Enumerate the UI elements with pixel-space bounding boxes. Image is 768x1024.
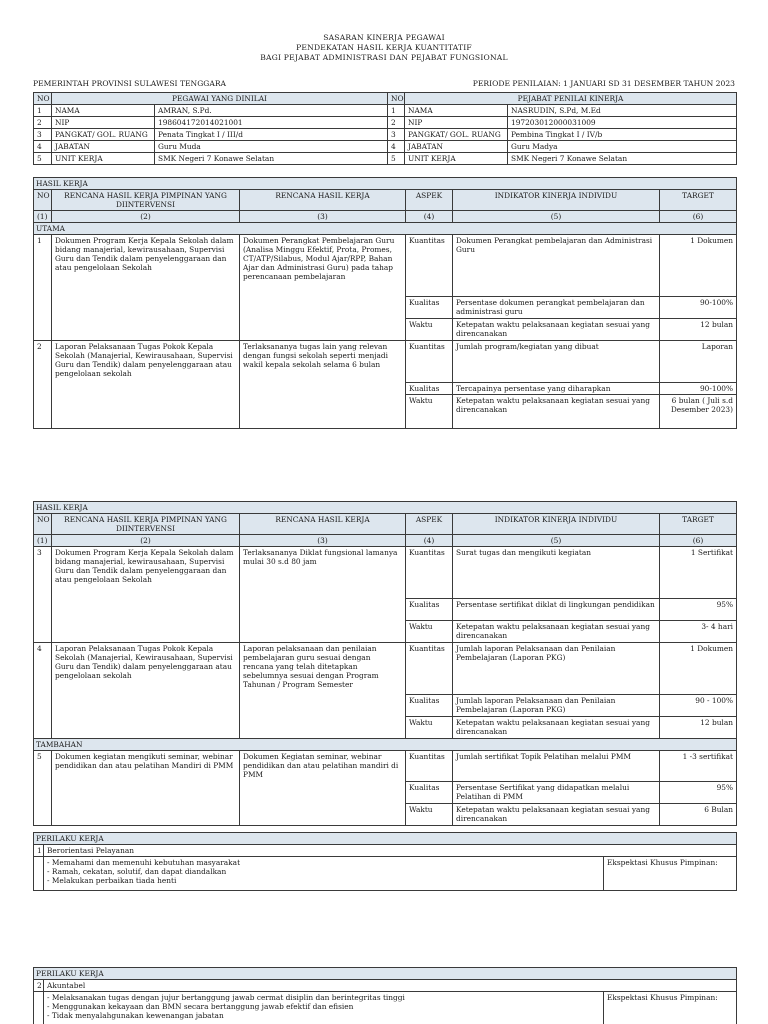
target-cell: 90-100% (660, 383, 737, 395)
hasil-kerja-table-1 (33, 177, 737, 429)
iki-cell: Tercapainya persentase yang diharapkan (453, 383, 660, 395)
col-iki-header: INDIKATOR KINERJA INDIVIDU (453, 190, 660, 211)
assessor-name: NASRUDIN, S.Pd, M.Ed (508, 105, 737, 117)
perilaku-body-row (34, 857, 737, 891)
perilaku-title: Akuntabel (44, 980, 737, 992)
perilaku-title-row (34, 845, 737, 857)
field-label: NIP (405, 117, 508, 129)
employee-nip: 198604172014021001 (155, 117, 388, 129)
table-row (34, 235, 737, 297)
row-no: 1 (388, 105, 405, 117)
iki-cell: Ketepatan waktu pelaksanaan kegiatan sesuai yang direncanakan (453, 319, 660, 341)
iki-cell: Ketepatan waktu pelaksanaan kegiatan sesuai yang direncanakan (453, 621, 660, 643)
target-cell: 6 Bulan (660, 804, 737, 826)
perilaku-no: 1 (34, 845, 44, 857)
col-target-header: TARGET (660, 514, 737, 535)
field-label: UNIT KERJA (405, 153, 508, 165)
aspek-cell: Kualitas (406, 695, 453, 717)
item-no: 4 (34, 643, 52, 739)
col-rhk-header: RENCANA HASIL KERJA (240, 190, 406, 211)
field-label: PANGKAT/ GOL. RUANG (52, 129, 155, 141)
col-number: (3) (240, 211, 406, 223)
row-no: 5 (34, 153, 52, 165)
rhk-pimpinan-cell: Dokumen Program Kerja Kepala Sekolah dalam bidang manajerial, kewirausahaan, Supervisi Guru dan Tendik dalam penyelenggaraan dan atau pengelolaan Sekolah (52, 235, 240, 341)
aspek-cell: Kualitas (406, 782, 453, 804)
col-rhk-header: RENCANA HASIL KERJA (240, 514, 406, 535)
list-item: - Ramah, cekatan, solutif, dan dapat diandalkan (47, 867, 600, 876)
target-cell: 12 bulan (660, 717, 737, 739)
ekspektasi-label: Ekspektasi Khusus Pimpinan: (604, 857, 737, 891)
perilaku-title: Berorientasi Pelayanan (44, 845, 737, 857)
col-number: (6) (660, 535, 737, 547)
row-no: 5 (388, 153, 405, 165)
col-number: (5) (453, 535, 660, 547)
employee-rank: Penata Tingkat I / III/d (155, 129, 388, 141)
rhk-pimpinan-cell: Dokumen kegiatan mengikuti seminar, webinar pendidikan dan atau pelatihan Mandiri di PMM (52, 751, 240, 826)
rhk-pimpinan-cell: Dokumen Program Kerja Kepala Sekolah dalam bidang manajerial, kewirausahaan, Supervisi Guru dan Tendik dalam penyelenggaraan dan atau pengelolaan Sekolah (52, 547, 240, 643)
employee-name: AMRAN, S.Pd. (155, 105, 388, 117)
table-row (34, 751, 737, 782)
field-label: JABATAN (52, 141, 155, 153)
employee-unit: SMK Negeri 7 Konawe Selatan (155, 153, 388, 165)
hasil-kerja-header-row (34, 190, 737, 211)
identity-row (34, 129, 737, 141)
agency-name: PEMERINTAH PROVINSI SULAWESI TENGGARA (33, 79, 227, 88)
hasil-kerja-header-row (34, 514, 737, 535)
rhk-cell: Dokumen Perangkat Pembelajaran Guru (Analisa Minggu Efektif, Prota, Promes, CT/ATP/Silabus, Modul Ajar/RPP, Bahan Ajar dan Administrasi Guru) pada tahap perencanaan pembelajaran (240, 235, 406, 341)
perilaku-bullets (44, 857, 604, 891)
iki-cell: Jumlah sertifikat Topik Pelatihan melalui PMM (453, 751, 660, 782)
aspek-cell: Waktu (406, 621, 453, 643)
assessor-nip: 197203012000031009 (508, 117, 737, 129)
target-cell: 95% (660, 782, 737, 804)
iki-cell: Persentase dokumen perangkat pembelajaran dan administrasi guru (453, 297, 660, 319)
iki-cell: Ketepatan waktu pelaksanaan kegiatan sesuai yang direncanakan (453, 717, 660, 739)
row-no: 3 (34, 129, 52, 141)
assessment-period: PERIODE PENILAIAN: 1 JANUARI SD 31 DESEMBER TAHUN 2023 (472, 79, 735, 88)
col-number: (1) (34, 211, 52, 223)
table-row (34, 341, 737, 383)
iki-cell: Ketepatan waktu pelaksanaan kegiatan sesuai yang direncanakan (453, 395, 660, 429)
iki-cell: Ketepatan waktu pelaksanaan kegiatan sesuai yang direncanakan (453, 804, 660, 826)
employee-position: Guru Muda (155, 141, 388, 153)
perilaku-title-row (34, 980, 737, 992)
identity-row (34, 153, 737, 165)
col-number: (3) (240, 535, 406, 547)
field-label: PANGKAT/ GOL. RUANG (405, 129, 508, 141)
no-header: NO (34, 93, 52, 105)
aspek-cell: Waktu (406, 395, 453, 429)
rhk-pimpinan-cell: Laporan Pelaksanaan Tugas Pokok Kepala Sekolah (Manajerial, Kewirausahaan, Supervisi Guru dan Tendik) dalam penyelenggaraan atau pengelolaan sekolah (52, 643, 240, 739)
target-cell: 90-100% (660, 297, 737, 319)
iki-cell: Jumlah laporan Pelaksanaan dan Penilaian Pembelajaran (Laporan PKG) (453, 643, 660, 695)
row-no: 4 (388, 141, 405, 153)
col-rhk-pimpinan-header: RENCANA HASIL KERJA PIMPINAN YANG DIINTERVENSI (52, 514, 240, 535)
utama-label: UTAMA (34, 223, 737, 235)
field-label: NIP (52, 117, 155, 129)
item-no: 1 (34, 235, 52, 341)
col-number: (5) (453, 211, 660, 223)
target-cell: 12 bulan (660, 319, 737, 341)
rhk-cell: Terlaksananya Diklat fungsional lamanya mulai 30 s.d 80 jam (240, 547, 406, 643)
target-cell: 1 Dokumen (660, 643, 737, 695)
perilaku-section-title: PERILAKU KERJA (34, 968, 737, 980)
col-rhk-pimpinan-header: RENCANA HASIL KERJA PIMPINAN YANG DIINTERVENSI (52, 190, 240, 211)
aspek-cell: Kuantitas (406, 547, 453, 599)
perilaku-kerja-table-2 (33, 967, 737, 1024)
hasil-kerja-section-title: HASIL KERJA (34, 178, 737, 190)
item-no: 5 (34, 751, 52, 826)
target-cell: 95% (660, 599, 737, 621)
target-cell: 1 -3 sertifikat (660, 751, 737, 782)
skp-table-main (33, 92, 737, 165)
identity-header-row (34, 93, 737, 105)
iki-cell: Jumlah laporan Pelaksanaan dan Penilaian Pembelajaran (Laporan PKG) (453, 695, 660, 717)
aspek-cell: Waktu (406, 717, 453, 739)
ekspektasi-label: Ekspektasi Khusus Pimpinan: (604, 992, 737, 1024)
row-no: 2 (34, 117, 52, 129)
perilaku-kerja-table-1 (33, 832, 737, 891)
assessor-rank: Pembina Tingkat I / IV/b (508, 129, 737, 141)
iki-cell: Persentase sertifikat diklat di lingkungan pendidikan (453, 599, 660, 621)
col-aspek-header: ASPEK (406, 514, 453, 535)
list-item: - Menggunakan kekayaan dan BMN secara bertanggung jawab efektif dan efisien (47, 1002, 600, 1011)
identity-row (34, 117, 737, 129)
table-row (34, 547, 737, 599)
aspek-cell: Kualitas (406, 297, 453, 319)
list-item: - Memahami dan memenuhi kebutuhan masyarakat (47, 858, 600, 867)
rhk-cell: Dokumen Kegiatan seminar, webinar pendidikan dan atau pelatihan mandiri di PMM (240, 751, 406, 826)
aspek-cell: Waktu (406, 319, 453, 341)
col-no-header: NO (34, 514, 52, 535)
aspek-cell: Kuantitas (406, 341, 453, 383)
target-cell: 3- 4 hari (660, 621, 737, 643)
rated-employee-header: PEGAWAI YANG DINILAI (52, 93, 388, 105)
aspek-cell: Kualitas (406, 383, 453, 395)
col-number: (4) (406, 535, 453, 547)
rhk-pimpinan-cell: Laporan Pelaksanaan Tugas Pokok Kepala Sekolah (Manajerial, Kewirausahaan, Supervisi Guru dan Tendik) dalam penyelenggaraan atau pengelolaan sekolah (52, 341, 240, 429)
identity-row (34, 141, 737, 153)
perilaku-bullets (44, 992, 604, 1024)
assessor-unit: SMK Negeri 7 Konawe Selatan (508, 153, 737, 165)
field-label: UNIT KERJA (52, 153, 155, 165)
col-number: (1) (34, 535, 52, 547)
target-cell: 90 - 100% (660, 695, 737, 717)
col-number: (6) (660, 211, 737, 223)
assessor-header: PEJABAT PENILAI KINERJA (405, 93, 737, 105)
field-label: NAMA (405, 105, 508, 117)
target-cell: 1 Dokumen (660, 235, 737, 297)
no-header: NO (388, 93, 405, 105)
target-cell: 1 Sertifikat (660, 547, 737, 599)
target-cell: 6 bulan ( Juli s.d Desember 2023) (660, 395, 737, 429)
iki-cell: Surat tugas dan mengikuti kegiatan (453, 547, 660, 599)
iki-cell: Dokumen Perangkat pembelajaran dan Administrasi Guru (453, 235, 660, 297)
list-item: - Tidak menyalahgunakan kewenangan jabatan (47, 1011, 600, 1020)
perilaku-body-row (34, 992, 737, 1024)
hasil-kerja-section-title: HASIL KERJA (34, 502, 737, 514)
aspek-cell: Kuantitas (406, 643, 453, 695)
iki-cell: Persentase Sertifikat yang didapatkan melalui Pelatihan di PMM (453, 782, 660, 804)
aspek-cell: Waktu (406, 804, 453, 826)
rhk-cell: Laporan pelaksanaan dan penilaian pembelajaran guru sesuai dengan rencana yang telah ditetapkan sebelumnya sesuai dengan Program Tahunan / Program Semester (240, 643, 406, 739)
aspek-cell: Kuantitas (406, 751, 453, 782)
col-number: (4) (406, 211, 453, 223)
row-no: 1 (34, 105, 52, 117)
item-no: 3 (34, 547, 52, 643)
assessor-position: Guru Madya (508, 141, 737, 153)
field-label: NAMA (52, 105, 155, 117)
perilaku-no: 2 (34, 980, 44, 992)
table-row (34, 643, 737, 695)
row-no: 2 (388, 117, 405, 129)
col-target-header: TARGET (660, 190, 737, 211)
tambahan-label: TAMBAHAN (34, 739, 737, 751)
hasil-kerja-table-2 (33, 501, 737, 826)
aspek-cell: Kualitas (406, 599, 453, 621)
iki-cell: Jumlah program/kegiatan yang dibuat (453, 341, 660, 383)
doc-title-line3: BAGI PEJABAT ADMINISTRASI DAN PEJABAT FUNGSIONAL (260, 53, 508, 62)
row-no: 3 (388, 129, 405, 141)
list-item: - Melaksanakan tugas dengan jujur bertanggung jawab cermat disiplin dan berintegritas tinggi (47, 993, 600, 1002)
col-iki-header: INDIKATOR KINERJA INDIVIDU (453, 514, 660, 535)
identity-row (34, 105, 737, 117)
col-number: (2) (52, 535, 240, 547)
doc-title-line1: SASARAN KINERJA PEGAWAI (323, 33, 445, 42)
rhk-cell: Terlaksananya tugas lain yang relevan dengan fungsi sekolah seperti menjadi wakil kepala sekolah selama 6 bulan (240, 341, 406, 429)
item-no: 2 (34, 341, 52, 429)
list-item: - Melakukan perbaikan tiada henti (47, 876, 600, 885)
column-number-row (34, 211, 737, 223)
col-aspek-header: ASPEK (406, 190, 453, 211)
row-no: 4 (34, 141, 52, 153)
field-label: JABATAN (405, 141, 508, 153)
perilaku-section-title: PERILAKU KERJA (34, 833, 737, 845)
aspek-cell: Kuantitas (406, 235, 453, 297)
column-number-row (34, 535, 737, 547)
target-cell: Laporan (660, 341, 737, 383)
col-number: (2) (52, 211, 240, 223)
col-no-header: NO (34, 190, 52, 211)
doc-title-line2: PENDEKATAN HASIL KERJA KUANTITATIF (296, 43, 472, 52)
